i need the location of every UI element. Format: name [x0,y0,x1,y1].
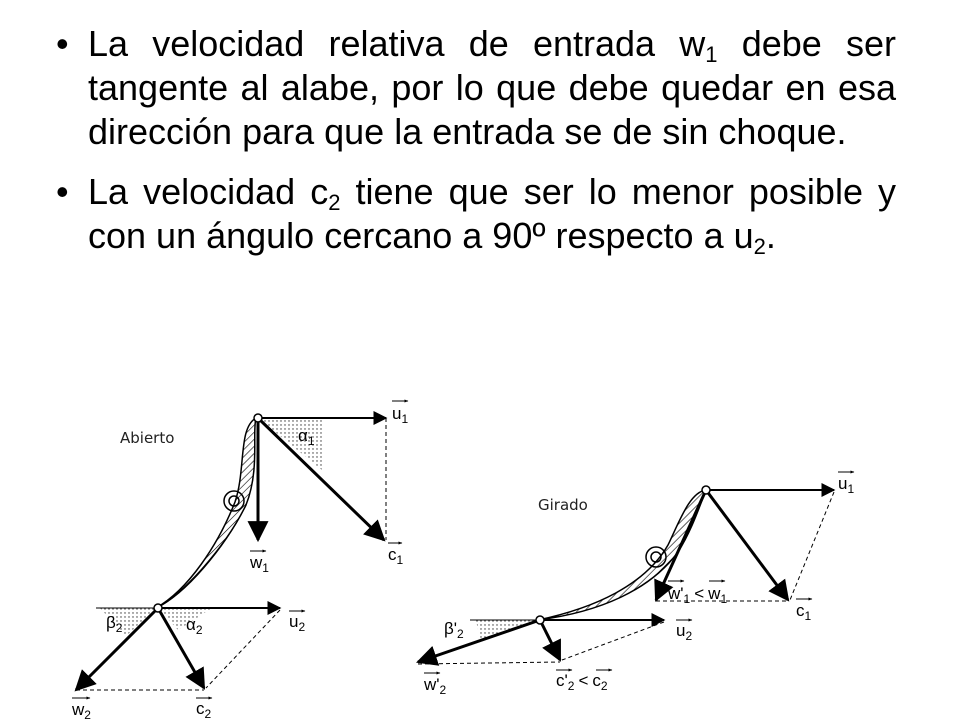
diagram-rotated [418,472,854,697]
inlet-dashed-side-rot [790,492,834,600]
u2-label-rot: $u_2$ [676,621,693,643]
c2-vector-rot [540,620,560,660]
bullet-2-sub: 2 [328,190,341,215]
bullet-1-sub: 1 [705,42,718,67]
u1-label-open: $u_1$ [392,404,409,426]
bullet-marker: • [56,23,69,64]
inlet-point-rot [702,486,710,494]
alpha1-label: $\alpha_1$ [298,426,315,448]
bullet-2-text-a: La velocidad c [88,171,329,212]
bullet-2-text-b: tiene que ser lo menor posible y con un ángulo cercano a 90º respecto a u [88,171,896,256]
w2-label-open: $w_2$ [72,700,91,720]
w1-label-open: $w_1$ [250,553,269,575]
bullet-marker: • [56,171,69,212]
bullet-2-sub2: 2 [753,234,766,259]
c2-compare-label: $c'_2 < c_2$ [556,671,608,693]
c2-label-open: $c_2$ [196,699,212,720]
outlet-point-open [154,604,162,612]
outlet-point-rot [536,616,544,624]
bullet-1-text-b: debe ser tangente al alabe, por lo que debe quedar en esa dirección para que la entrada se de sin choque. [88,23,896,152]
c1-label-rot: $c_1$ [796,601,812,623]
bullet-2-text-c: . [765,215,776,256]
caption-open: Abierto [120,429,175,447]
alpha2-sector [158,608,212,630]
outlet-dashed-side-rot [562,622,664,660]
w1-compare-label: $w'_1 < w_1$ [668,584,728,606]
c1-label-open: $c_1$ [388,545,404,567]
diagram-open [71,401,408,720]
alpha2-label: $\alpha_2$ [186,615,203,637]
outlet-dashed-side-open [206,610,280,688]
outlet-dashed-bottom-rot [418,662,560,664]
bullet-1-text-a: La velocidad relativa de entrada w [88,23,706,64]
caption-rotated: Girado [538,496,588,514]
inlet-point-open [254,414,262,422]
beta2-label-open: $\beta_2$ [106,613,123,635]
beta2p-label: $\beta'_2$ [444,619,464,641]
w2-label-rot: $w'_2$ [424,675,447,697]
u1-label-rot: $u_1$ [838,474,855,496]
u2-label-open: $u_2$ [289,612,306,634]
